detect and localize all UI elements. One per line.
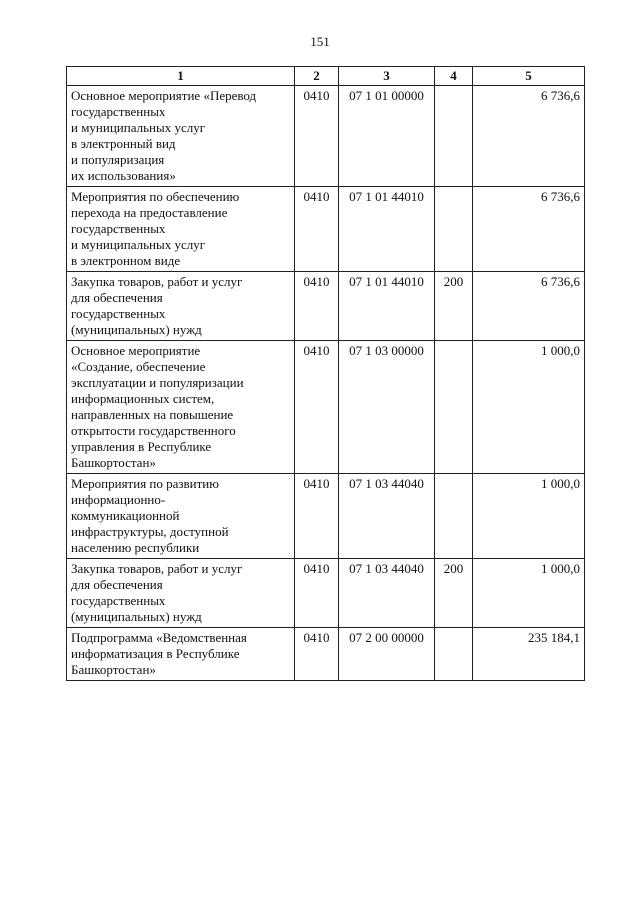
expense-type: 200 xyxy=(435,559,473,628)
table-row xyxy=(67,341,585,474)
item-name: Закупка товаров, работ и услуг для обеспечения государственных (муниципальных) нужд xyxy=(67,272,295,341)
table-row xyxy=(67,272,585,341)
table-row xyxy=(67,474,585,559)
expense-type xyxy=(435,341,473,474)
item-name: Основное мероприятие «Создание, обеспечение эксплуатации и популяризации информационных систем, направленных на повышение открытости государственного управления в Республике Башкортостан» xyxy=(67,341,295,474)
section-code: 0410 xyxy=(295,559,339,628)
column-header: 5 xyxy=(473,67,585,86)
section-code: 0410 xyxy=(295,474,339,559)
item-name: Мероприятия по развитию информационно- коммуникационной инфраструктуры, доступной населению республики xyxy=(67,474,295,559)
expense-type xyxy=(435,187,473,272)
table-row xyxy=(67,628,585,681)
table-row xyxy=(67,559,585,628)
target-code: 07 1 03 44040 xyxy=(339,559,435,628)
amount: 6 736,6 xyxy=(473,272,585,341)
expense-type xyxy=(435,628,473,681)
expense-type xyxy=(435,474,473,559)
target-code: 07 1 01 00000 xyxy=(339,86,435,187)
header-row xyxy=(67,67,585,86)
target-code: 07 1 03 44040 xyxy=(339,474,435,559)
target-code: 07 2 00 00000 xyxy=(339,628,435,681)
item-name: Подпрограмма «Ведомственная информатизация в Республике Башкортостан» xyxy=(67,628,295,681)
column-header: 1 xyxy=(67,67,295,86)
expense-type: 200 xyxy=(435,272,473,341)
target-code: 07 1 03 00000 xyxy=(339,341,435,474)
item-name: Основное мероприятие «Перевод государственных и муниципальных услуг в электронный вид и популяризация их использования» xyxy=(67,86,295,187)
section-code: 0410 xyxy=(295,187,339,272)
column-header: 4 xyxy=(435,67,473,86)
amount: 1 000,0 xyxy=(473,474,585,559)
section-code: 0410 xyxy=(295,86,339,187)
budget-table xyxy=(66,66,585,681)
table-row xyxy=(67,187,585,272)
page-number: 151 xyxy=(310,34,330,49)
amount: 6 736,6 xyxy=(473,86,585,187)
target-code: 07 1 01 44010 xyxy=(339,187,435,272)
section-code: 0410 xyxy=(295,341,339,474)
amount: 1 000,0 xyxy=(473,341,585,474)
section-code: 0410 xyxy=(295,272,339,341)
column-header: 2 xyxy=(295,67,339,86)
column-header: 3 xyxy=(339,67,435,86)
amount: 235 184,1 xyxy=(473,628,585,681)
amount: 6 736,6 xyxy=(473,187,585,272)
item-name: Закупка товаров, работ и услуг для обеспечения государственных (муниципальных) нужд xyxy=(67,559,295,628)
table-row xyxy=(67,86,585,187)
target-code: 07 1 01 44010 xyxy=(339,272,435,341)
item-name: Мероприятия по обеспечению перехода на предоставление государственных и муниципальных услуг в электронном виде xyxy=(67,187,295,272)
expense-type xyxy=(435,86,473,187)
amount: 1 000,0 xyxy=(473,559,585,628)
section-code: 0410 xyxy=(295,628,339,681)
